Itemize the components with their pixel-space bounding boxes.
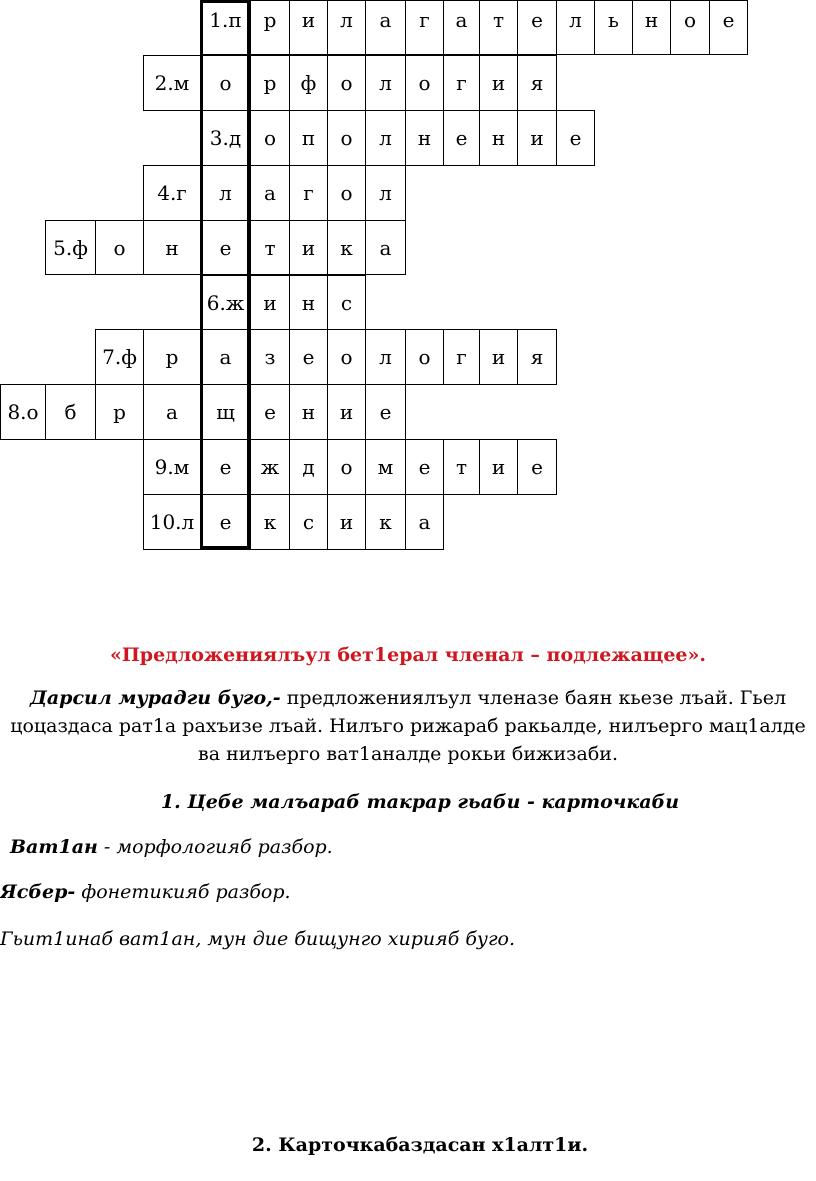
crossword-cell: 4.г: [143, 165, 201, 221]
crossword-cell: и: [289, 0, 328, 55]
crossword-cell: и: [479, 55, 518, 111]
crossword-cell: е: [250, 384, 290, 440]
crossword-cell: о: [327, 329, 366, 385]
goal-lead: Дарсил мурадги буго,-: [29, 687, 281, 709]
crossword-cell: о: [405, 55, 444, 111]
crossword-cell: е: [365, 384, 406, 440]
crossword-cell: е: [709, 0, 748, 55]
crossword-cell: 5.ф: [45, 220, 96, 276]
crossword-cell: л: [365, 329, 406, 385]
lesson-goal-paragraph: [8, 684, 808, 768]
task1-heading: 1. Цебе малъараб такрар гьаби - карточкаби: [160, 791, 680, 813]
goal-text: предложениялъул членазе баян кьезе лъай. Гьел цоцаздаса рат1а рахъизе лъай. Нилъго рижараб ракьалде, нилъерго мац1алде ва нилъерго ват1аналде рокьи бижизаби.: [10, 687, 806, 765]
crossword-cell: т: [250, 220, 290, 276]
crossword-cell: с: [327, 275, 366, 331]
task2-heading: 2. Карточкабаздасан х1алт1и.: [251, 1134, 589, 1156]
crossword-cell: р: [95, 384, 144, 440]
crossword-cell: н: [479, 110, 518, 166]
crossword-cell: е: [200, 494, 251, 550]
crossword-cell: л: [200, 165, 251, 221]
crossword-cell: к: [250, 494, 290, 550]
lesson-title: «Предложениялъул бет1ерал членал – подлежащее».: [109, 644, 706, 666]
crossword-cell: р: [250, 0, 290, 55]
crossword-cell: з: [250, 329, 290, 385]
crossword-cell: а: [250, 165, 290, 221]
crossword-cell: о: [405, 329, 444, 385]
crossword-cell: т: [479, 0, 518, 55]
crossword-cell: 1.п: [200, 0, 251, 55]
crossword-cell: к: [327, 220, 366, 276]
crossword-cell: и: [479, 329, 518, 385]
crossword-cell: к: [365, 494, 406, 550]
crossword-cell: о: [327, 439, 366, 495]
crossword-cell: 10.л: [143, 494, 201, 550]
card-item-2: [0, 881, 291, 903]
crossword-cell: 2.м: [143, 55, 201, 111]
card-item-1: [10, 836, 333, 858]
crossword-cell: а: [443, 0, 480, 55]
crossword-cell: л: [365, 110, 406, 166]
card-item-2-text: фонетикияб разбор.: [75, 881, 291, 903]
crossword-cell: и: [289, 220, 328, 276]
crossword-cell: и: [479, 439, 518, 495]
card-item-2-name: Ясбер-: [0, 881, 76, 903]
crossword-cell: е: [443, 110, 480, 166]
card-item-1-text: - морфологияб разбор.: [97, 836, 333, 858]
crossword-cell: е: [289, 329, 328, 385]
crossword-cell: ж: [250, 439, 290, 495]
crossword-cell: р: [250, 55, 290, 111]
crossword-cell: л: [556, 0, 595, 55]
crossword-cell: щ: [200, 384, 251, 440]
crossword-cell: о: [250, 110, 290, 166]
crossword-cell: и: [250, 275, 290, 331]
crossword-cell: л: [365, 55, 406, 111]
crossword-cell: р: [143, 329, 201, 385]
crossword-cell: н: [289, 275, 328, 331]
crossword-cell: и: [327, 494, 366, 550]
crossword-cell: н: [143, 220, 201, 276]
crossword-cell: ф: [289, 55, 328, 111]
crossword-cell: н: [632, 0, 671, 55]
crossword-cell: п: [289, 110, 328, 166]
crossword-cell: м: [365, 439, 406, 495]
crossword-cell: а: [365, 220, 406, 276]
crossword-cell: е: [556, 110, 595, 166]
crossword-cell: е: [405, 439, 444, 495]
card-item-1-name: Ват1ан: [10, 836, 98, 858]
crossword-cell: а: [405, 494, 444, 550]
crossword-cell: е: [200, 439, 251, 495]
crossword-cell: г: [405, 0, 444, 55]
crossword-cell: о: [95, 220, 144, 276]
crossword-cell: о: [327, 110, 366, 166]
crossword-cell: и: [517, 110, 557, 166]
crossword-cell: я: [517, 329, 557, 385]
crossword-cell: ь: [594, 0, 633, 55]
crossword-cell: е: [517, 0, 557, 55]
crossword-cell: н: [405, 110, 444, 166]
crossword-cell: а: [365, 0, 406, 55]
crossword-cell: н: [289, 384, 328, 440]
crossword: [0, 0, 816, 560]
crossword-cell: т: [443, 439, 480, 495]
crossword-cell: г: [443, 55, 480, 111]
crossword-cell: 3.д: [200, 110, 251, 166]
crossword-cell: д: [289, 439, 328, 495]
crossword-cell: б: [45, 384, 96, 440]
crossword-cell: е: [517, 439, 557, 495]
crossword-cell: л: [327, 0, 366, 55]
crossword-cell: о: [327, 165, 366, 221]
crossword-cell: и: [327, 384, 366, 440]
crossword-cell: л: [365, 165, 406, 221]
crossword-cell: 7.ф: [95, 329, 144, 385]
card-item-3: Гьит1инаб ват1ан, мун дие бищунго хирияб буго.: [0, 928, 516, 950]
crossword-cell: о: [200, 55, 251, 111]
crossword-cell: г: [443, 329, 480, 385]
crossword-cell: г: [289, 165, 328, 221]
crossword-cell: а: [200, 329, 251, 385]
crossword-cell: е: [200, 220, 251, 276]
crossword-cell: 8.о: [0, 384, 46, 440]
crossword-cell: о: [327, 55, 366, 111]
crossword-cell: я: [517, 55, 557, 111]
crossword-cell: а: [143, 384, 201, 440]
crossword-cell: о: [670, 0, 710, 55]
crossword-cell: 6.ж: [200, 275, 251, 331]
crossword-cell: 9.м: [143, 439, 201, 495]
crossword-cell: с: [289, 494, 328, 550]
